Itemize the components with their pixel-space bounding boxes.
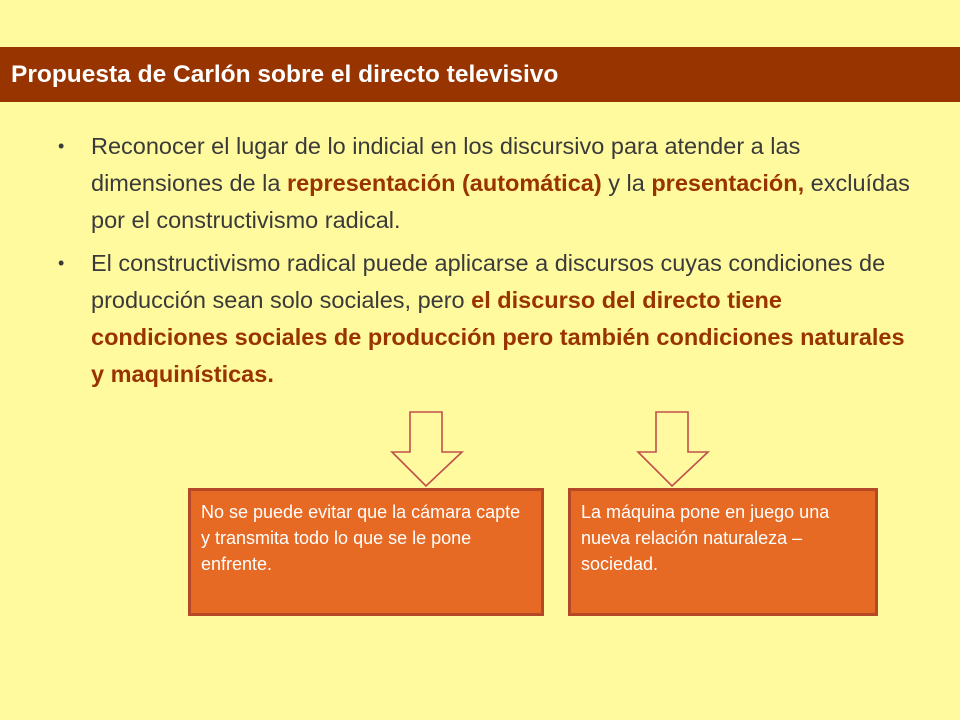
box-camera bbox=[188, 488, 544, 616]
bullet-marker: • bbox=[58, 253, 65, 273]
bullet-text-segment: y la bbox=[601, 170, 652, 196]
bullet-text-segment: Reconocer el lugar de lo indicial en los discursivo para atender a las dimensiones de la bbox=[91, 133, 801, 196]
bullet-list bbox=[58, 128, 918, 399]
bullet-bold-segment: representación (automática) bbox=[286, 170, 602, 196]
bullet-text-segment: excluídas por el constructivismo radical. bbox=[91, 170, 910, 233]
bullet-item bbox=[58, 128, 918, 239]
bullet-bold-segment: presentación, bbox=[651, 170, 805, 196]
bullet-item bbox=[58, 245, 918, 393]
bullet-marker: • bbox=[58, 136, 65, 156]
slide-title: Propuesta de Carlón sobre el directo televisivo bbox=[11, 60, 559, 88]
down-arrow-icon bbox=[390, 410, 466, 488]
down-arrow-icon bbox=[636, 410, 712, 488]
box-machine-text: La máquina pone en juego una nueva relación naturaleza – sociedad. bbox=[581, 502, 830, 574]
box-machine bbox=[568, 488, 878, 616]
box-camera-text: No se puede evitar que la cámara capte y transmita todo lo que se le pone enfrente. bbox=[201, 502, 521, 574]
title-bar bbox=[0, 47, 960, 102]
bullet-bold-segment: el discurso del directo tiene condiciones sociales de producción pero también condiciones naturales y maquinísticas. bbox=[91, 287, 905, 387]
bullet-text-segment: El constructivismo radical puede aplicarse a discursos cuyas condiciones de producción sean solo sociales, pero bbox=[91, 250, 886, 313]
